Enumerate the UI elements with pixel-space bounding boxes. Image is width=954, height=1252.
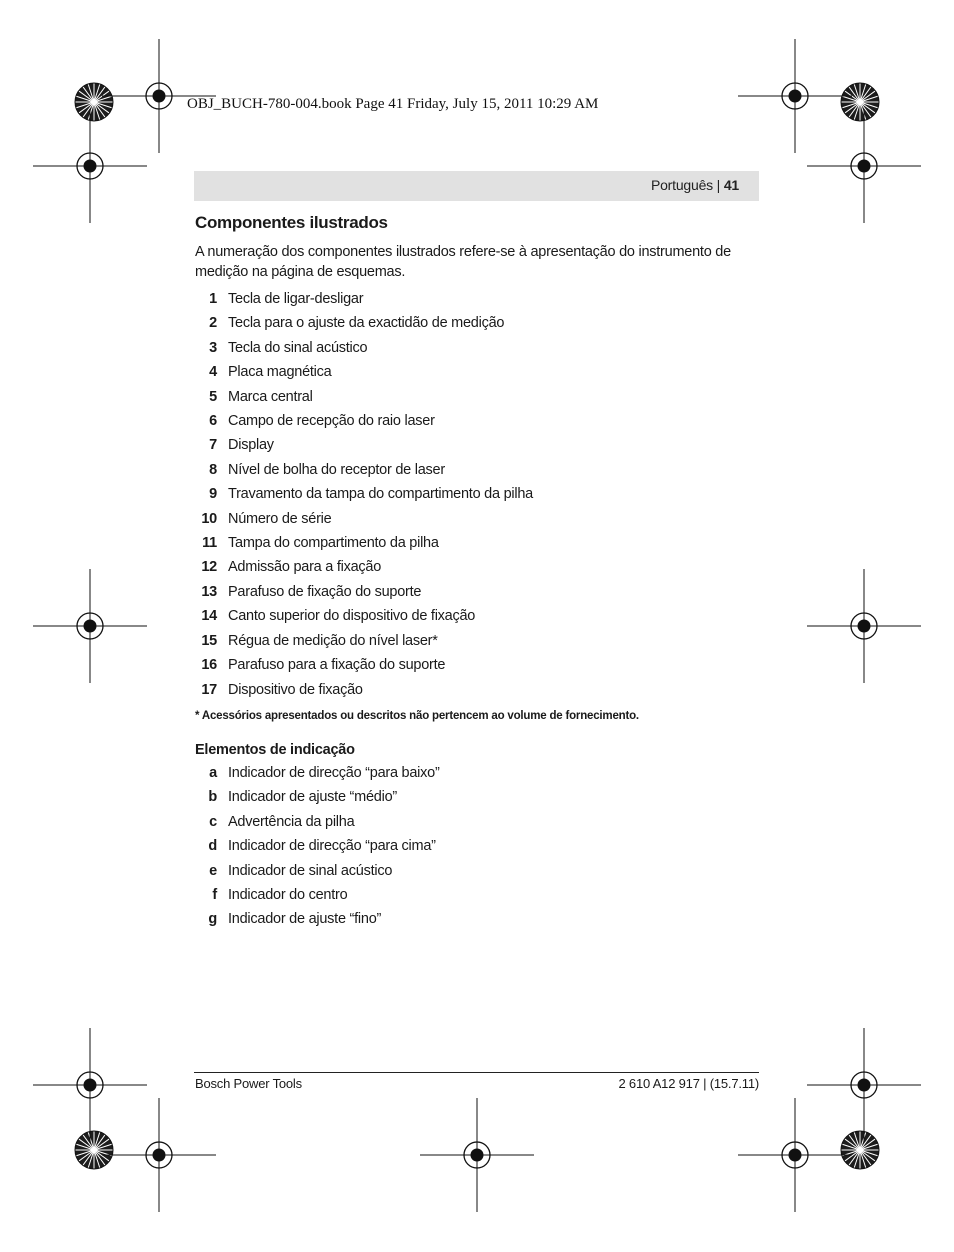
item-letter: d <box>208 838 217 855</box>
item-label: Indicador de ajuste “fino” <box>228 911 382 928</box>
item-label: Número de série <box>228 510 332 527</box>
footnote: * Acessórios apresentados ou descritos não pertencem ao volume de fornecimento. <box>195 709 639 722</box>
item-letter: g <box>208 911 217 928</box>
indicator-list <box>195 761 760 932</box>
footer-divider <box>194 1072 759 1073</box>
list-item <box>195 507 760 531</box>
item-label: Régua de medição do nível laser* <box>228 632 438 649</box>
list-item <box>195 810 760 834</box>
page-content <box>195 212 760 932</box>
item-number: 11 <box>202 535 217 552</box>
list-item <box>195 629 760 653</box>
list-item <box>195 458 760 482</box>
page-number: 41 <box>723 177 739 193</box>
footer-doc-number: 2 610 A12 917 | (15.7.11) <box>618 1076 759 1091</box>
print-header: OBJ_BUCH-780-004.book Page 41 Friday, July 15, 2011 10:29 AM <box>187 96 599 112</box>
item-number: 2 <box>209 315 217 332</box>
header-separator: | <box>716 177 721 193</box>
item-number: 1 <box>209 291 217 307</box>
item-letter: a <box>209 764 217 781</box>
list-item <box>195 385 760 409</box>
list-item <box>195 482 760 506</box>
item-number: 6 <box>209 413 217 430</box>
item-label: Campo de recepção do raio laser <box>228 413 435 430</box>
item-letter: e <box>209 862 217 879</box>
list-item <box>195 409 760 433</box>
footer-brand: Bosch Power Tools <box>195 1076 302 1091</box>
item-label: Travamento da tampa do compartimento da pilha <box>228 486 533 503</box>
section-title: Componentes ilustrados <box>195 213 388 232</box>
list-item <box>195 678 760 702</box>
item-letter: c <box>209 813 217 830</box>
intro-paragraph: A numeração dos componentes ilustrados refere-se à apresentação do instrumento de medição na página de esquemas. <box>195 244 731 280</box>
item-number: 7 <box>209 437 217 454</box>
list-item <box>195 360 760 384</box>
list-item <box>195 604 760 628</box>
item-label: Marca central <box>228 388 313 405</box>
item-label: Indicador de ajuste “médio” <box>228 789 397 806</box>
item-label: Indicador de direcção “para baixo” <box>228 764 440 781</box>
item-label: Dispositivo de fixação <box>228 681 363 698</box>
list-item <box>195 653 760 677</box>
item-number: 17 <box>201 681 217 698</box>
list-item <box>195 531 760 555</box>
item-number: 16 <box>201 657 217 674</box>
item-number: 14 <box>201 608 217 625</box>
list-item <box>195 834 760 858</box>
item-label: Tampa do compartimento da pilha <box>228 535 439 552</box>
item-number: 8 <box>209 461 217 478</box>
list-item <box>195 883 760 907</box>
item-label: Display <box>228 437 274 454</box>
item-label: Admissão para a fixação <box>228 559 382 576</box>
item-number: 9 <box>209 486 217 503</box>
list-item <box>195 907 760 931</box>
list-item <box>195 580 760 604</box>
list-item <box>195 555 760 579</box>
item-letter: f <box>212 886 217 903</box>
item-label: Tecla de ligar-desligar <box>228 291 364 307</box>
item-label: Indicador do centro <box>228 886 348 903</box>
item-label: Tecla para o ajuste da exactidão de medição <box>228 315 505 332</box>
list-item <box>195 785 760 809</box>
item-label: Parafuso para a fixação do suporte <box>228 657 446 674</box>
component-list <box>195 287 760 702</box>
list-item <box>195 433 760 457</box>
page-header <box>194 171 759 201</box>
item-label: Indicador de sinal acústico <box>228 862 393 879</box>
item-letter: b <box>208 789 217 806</box>
item-label: Indicador de direcção “para cima” <box>228 838 436 855</box>
item-label: Canto superior do dispositivo de fixação <box>228 608 476 625</box>
item-number: 15 <box>201 632 217 649</box>
item-number: 12 <box>201 559 217 576</box>
page-header-text <box>651 177 739 193</box>
item-number: 3 <box>209 339 217 356</box>
header-language: Português <box>650 177 713 193</box>
item-label: Advertência da pilha <box>228 813 355 830</box>
item-number: 5 <box>209 388 217 405</box>
list-item <box>195 311 760 335</box>
item-number: 4 <box>209 364 217 381</box>
list-item <box>195 761 760 785</box>
item-label: Nível de bolha do receptor de laser <box>228 461 445 478</box>
item-number: 10 <box>201 510 217 527</box>
item-label: Parafuso de fixação do suporte <box>228 583 422 600</box>
list-item <box>195 859 760 883</box>
list-item <box>195 287 760 311</box>
item-number: 13 <box>201 583 217 600</box>
list-item <box>195 336 760 360</box>
item-label: Tecla do sinal acústico <box>228 339 368 356</box>
item-label: Placa magnética <box>228 364 332 381</box>
subsection-title: Elementos de indicação <box>195 741 355 758</box>
